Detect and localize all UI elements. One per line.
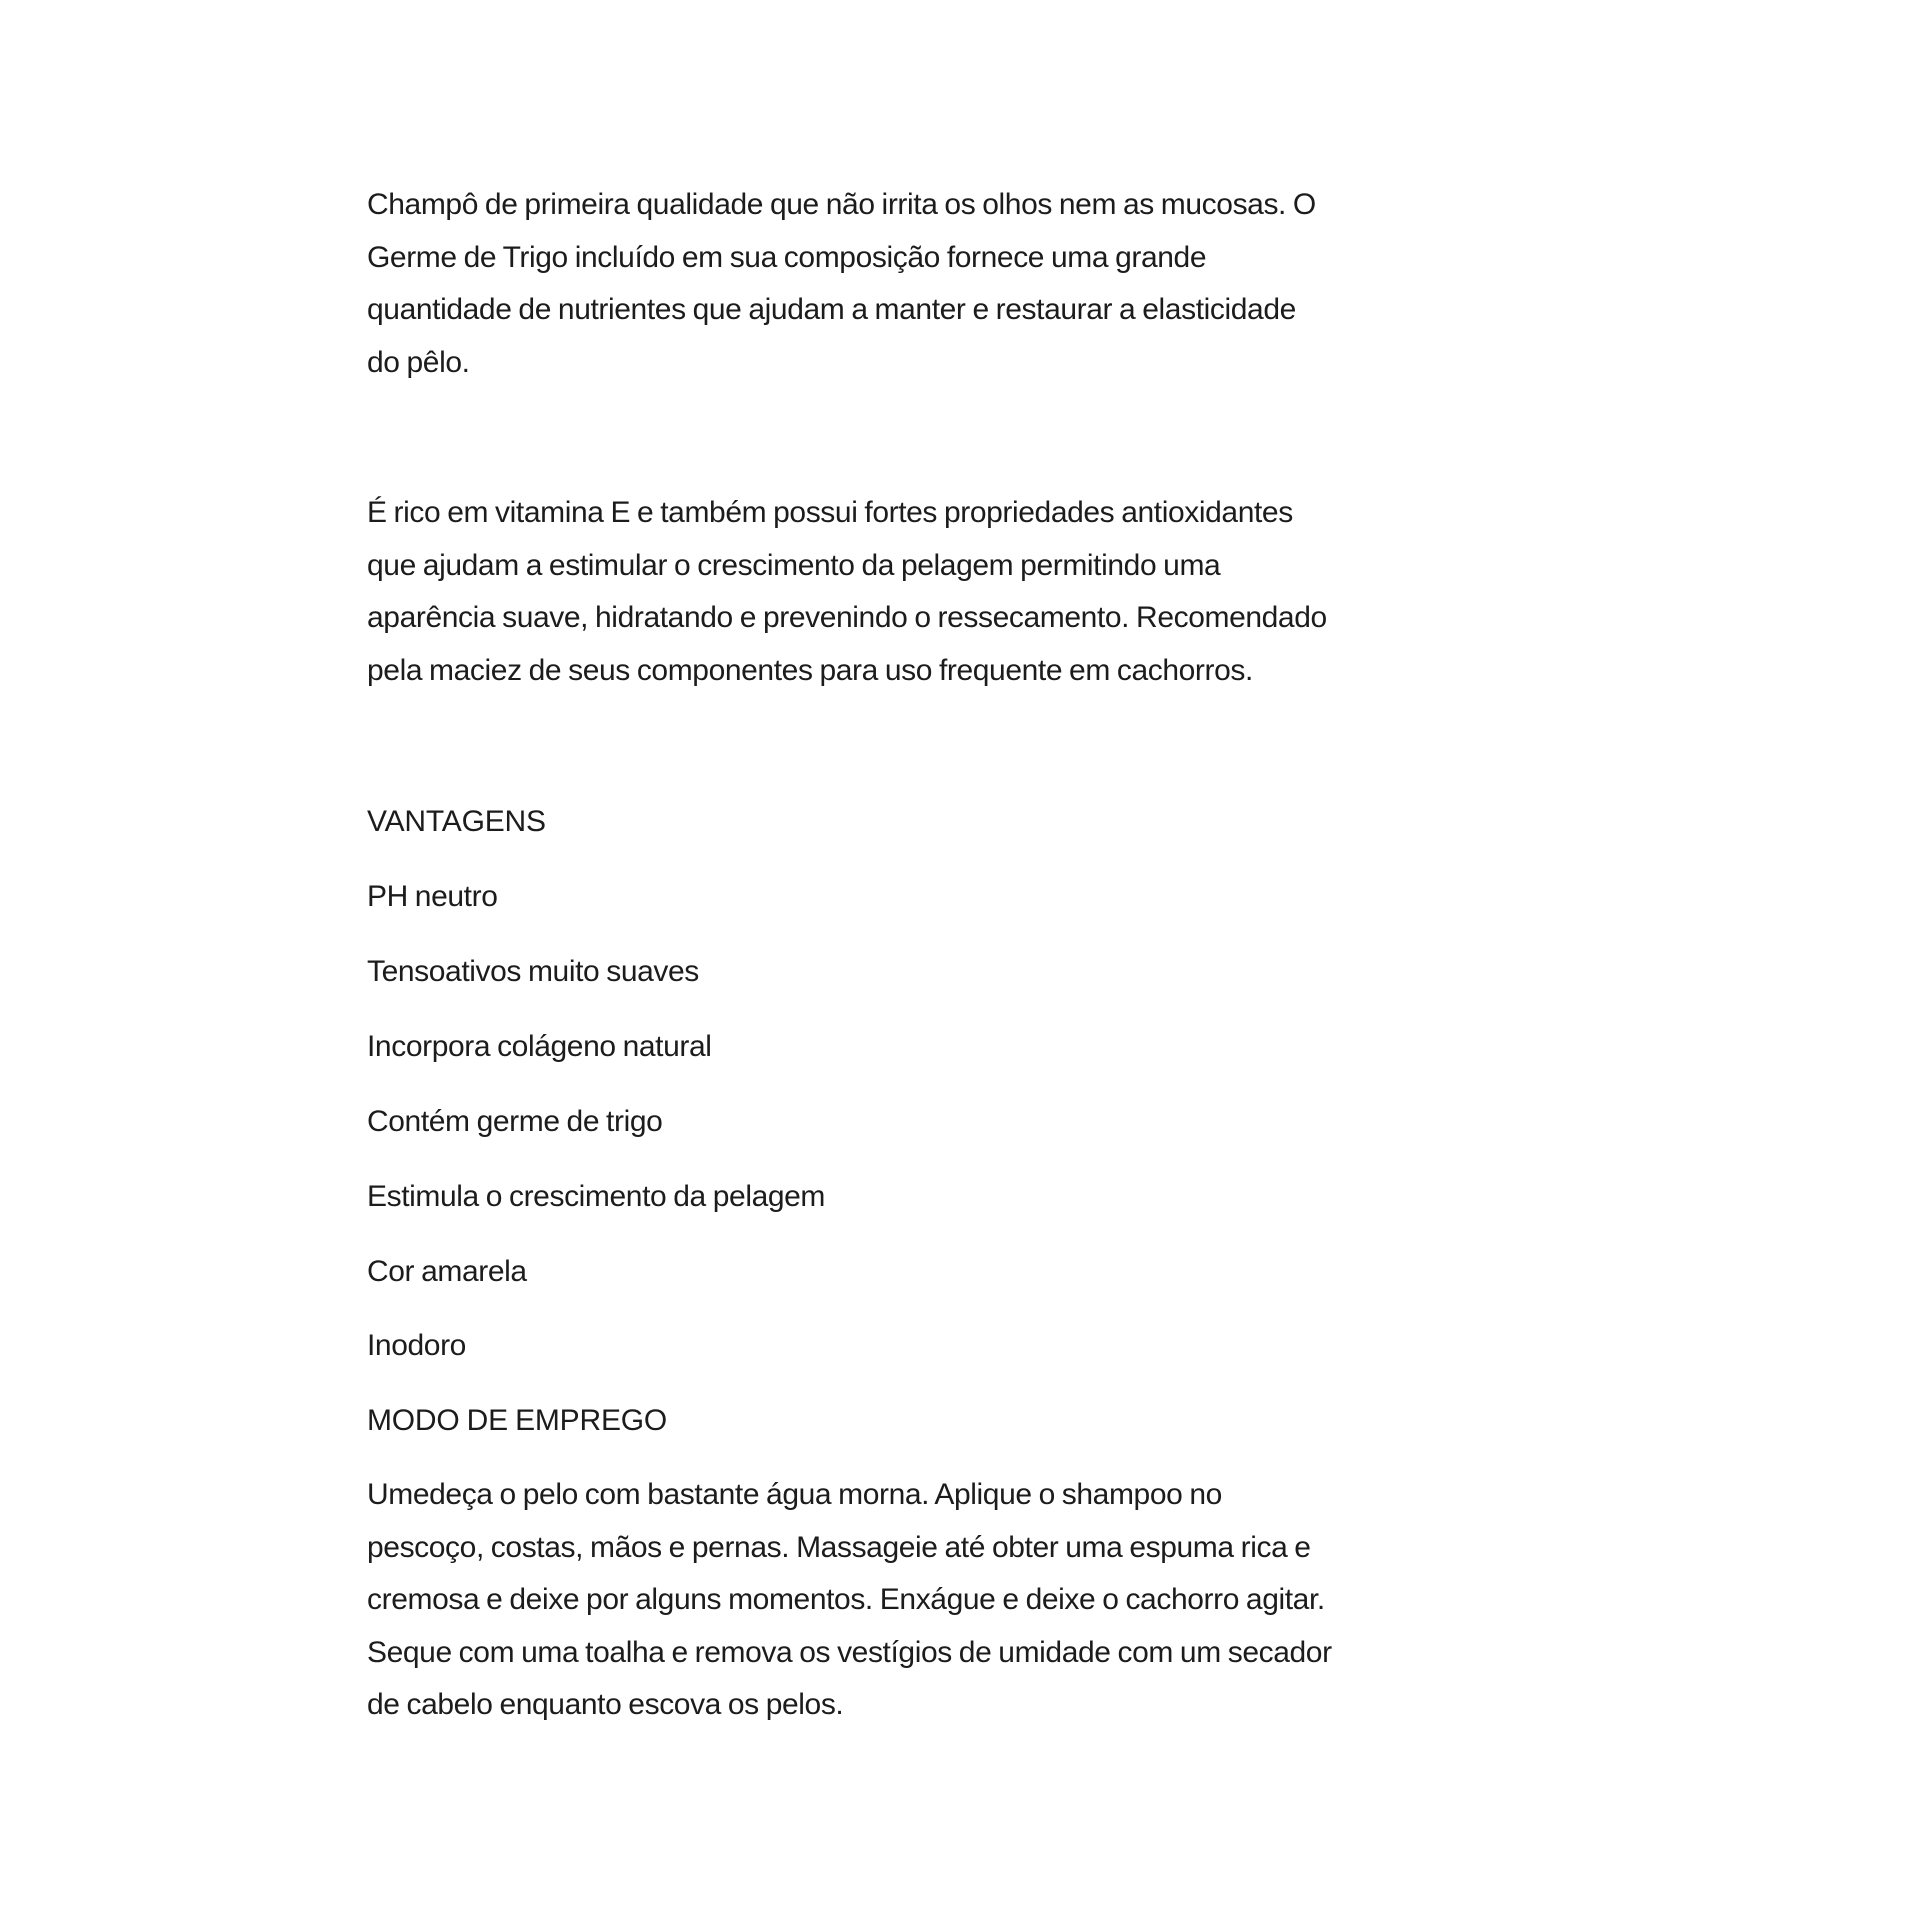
usage-paragraph xyxy=(367,1469,1567,1732)
paragraph-line: É rico em vitamina E e também possui fortes propriedades antioxidantes xyxy=(367,496,1293,529)
paragraph-line: de cabelo enquanto escova os pelos. xyxy=(367,1688,844,1721)
advantage-item: Estimula o crescimento da pelagem xyxy=(367,1180,826,1213)
benefits-paragraph xyxy=(367,487,1567,697)
advantage-item: PH neutro xyxy=(367,880,498,913)
paragraph-line: quantidade de nutrientes que ajudam a manter e restaurar a elasticidade xyxy=(367,293,1296,326)
advantage-item: Tensoativos muito suaves xyxy=(367,955,699,988)
advantage-item: Incorpora colágeno natural xyxy=(367,1030,712,1063)
intro-paragraph xyxy=(367,179,1567,389)
advantage-item: Inodoro xyxy=(367,1329,466,1362)
advantages-heading: VANTAGENS xyxy=(367,805,546,838)
paragraph-line: Seque com uma toalha e remova os vestígios de umidade com um secador xyxy=(367,1635,1332,1669)
paragraph-line: Umedeça o pelo com bastante água morna. Aplique o shampoo no xyxy=(367,1478,1222,1511)
paragraph-line: do pêlo. xyxy=(367,345,470,379)
paragraph-line: que ajudam a estimular o crescimento da pelagem permitindo uma xyxy=(367,548,1221,582)
paragraph-line: aparência suave, hidratando e prevenindo o ressecamento. Recomendado xyxy=(367,601,1327,634)
paragraph-line: Champô de primeira qualidade que não irrita os olhos nem as mucosas. O xyxy=(367,188,1316,221)
paragraph-line: pescoço, costas, mãos e pernas. Massageie até obter uma espuma rica e xyxy=(367,1530,1311,1564)
paragraph-line: Germe de Trigo incluído em sua composição fornece uma grande xyxy=(367,240,1207,274)
advantage-item: Contém germe de trigo xyxy=(367,1105,663,1138)
paragraph-line: pela maciez de seus componentes para uso frequente em cachorros. xyxy=(367,653,1253,687)
usage-heading: MODO DE EMPREGO xyxy=(367,1404,668,1437)
advantage-item: Cor amarela xyxy=(367,1255,527,1288)
paragraph-line: cremosa e deixe por alguns momentos. Enxágue e deixe o cachorro agitar. xyxy=(367,1583,1325,1616)
